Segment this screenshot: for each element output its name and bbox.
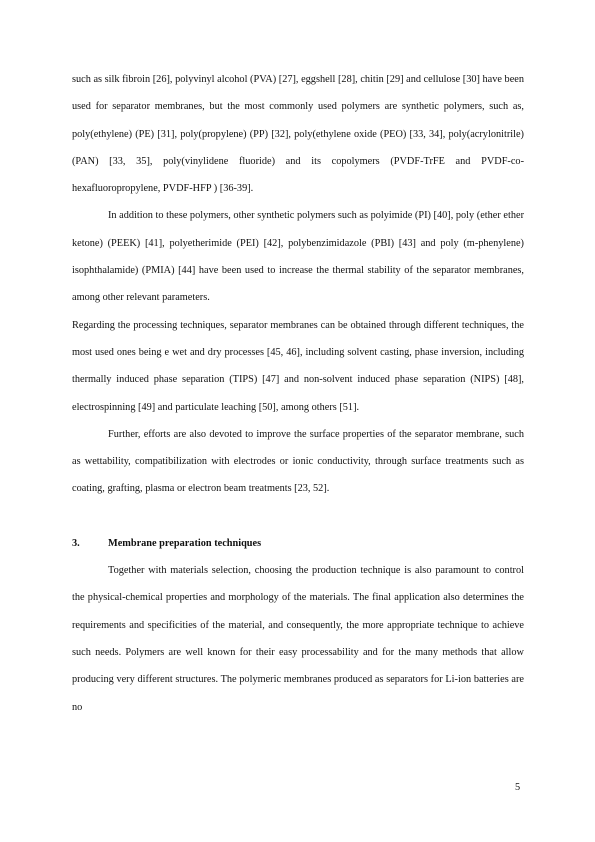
paragraph-5: Together with materials selection, choosing the production technique is also paramount to control the physical-chemical properties and morphology of the materials. The final application also determines the requirements and specificities of the material, and consequently, the more appropriate technique to achieve such needs. Polymers are well known for their easy processability and for the many methods that allow producing very different structures. The polymeric membranes produced as separators for Li-ion batteries are no xyxy=(72,565,524,713)
section-number: 3. xyxy=(72,537,80,549)
page-number: 5 xyxy=(515,782,521,793)
section-title: Membrane preparation techniques xyxy=(108,537,262,549)
page-body xyxy=(72,66,524,721)
paragraph-1: such as silk fibroin [26], polyvinyl alcohol (PVA) [27], eggshell [28], chitin [29] and cellulose [30] have been used for separator membranes, but the most commonly used polymers are synthetic polymers, such as, poly(ethylene) (PE) [31], poly(propylene) (PP) [32], poly(ethylene oxide (PEO) [33, 34], poly(acrylonitrile) (PAN) [33, 35], poly(vinylidene fluoride) and its copolymers (PVDF-TrFE and PVDF-co-hexafluoropropylene, PVDF-HFP ) [36-39]. xyxy=(72,74,524,195)
paragraph-2: In addition to these polymers, other synthetic polymers such as polyimide (PI) [40], poly (ether ether ketone) (PEEK) [41], polyetherimide (PEI) [42], polybenzimidazole (PBI) [43] and poly (m-phenylene) isophthalamide) (PMIA) [44] have been used to increase the thermal stability of the separator membranes, among other relevant parameters. xyxy=(72,210,524,304)
paragraph-3: Regarding the processing techniques, separator membranes can be obtained through different techniques, the most used ones being e wet and dry processes [45, 46], including solvent casting, phase inversion, including thermally induced phase separation (TIPS) [47] and non-solvent induced phase separation (NIPS) [48], electrospinning [49] and particulate leaching [50], among others [51]. xyxy=(72,319,524,413)
paragraph-4: Further, efforts are also devoted to improve the surface properties of the separator membrane, such as wettability, compatibilization with electrodes or ionic conductivity, through surface treatments such as coating, grafting, plasma or electron beam treatments [23, 52]. xyxy=(72,428,524,495)
section-heading xyxy=(72,530,524,557)
